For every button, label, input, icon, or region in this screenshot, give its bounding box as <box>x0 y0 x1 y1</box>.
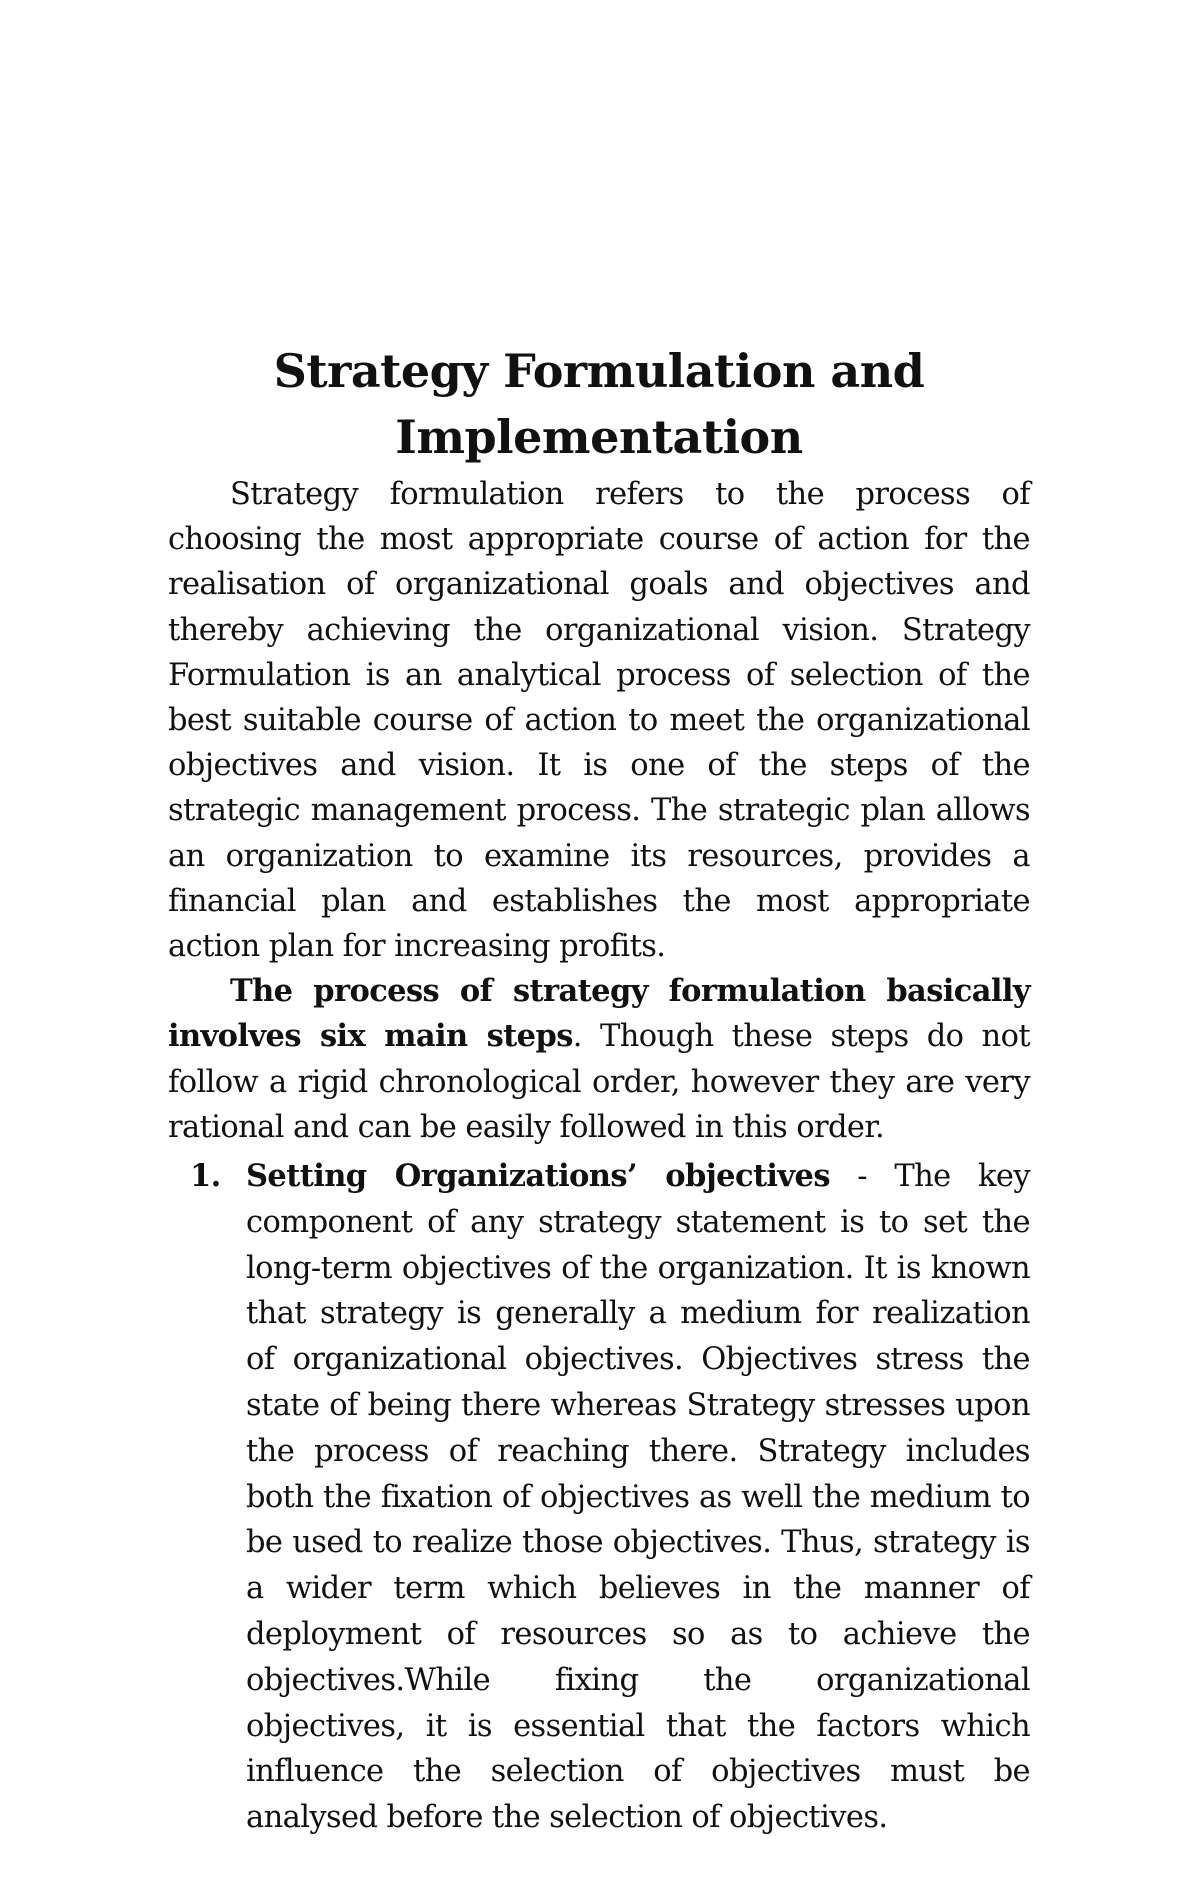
step-heading: Setting Organizations’ objectives <box>246 1158 830 1195</box>
title-line-1: Strategy Formulation and <box>273 344 925 398</box>
process-paragraph <box>168 969 1030 1150</box>
step-text: - The key component of any strategy statement is to set the long-term objectives of the organization. It is known that strategy is generally a medium for realization of organizational objectives. Objectives stress the state of being there whereas Strategy stresses upon the process of reaching there. Strategy includes both the fixation of objectives as well the medium to be used to realize those objectives. Thus, strategy is a wider term which believes in the manner of deployment of resources so as to achieve the objectives.While fixing the organizational objectives, it is essential that the factors which influence the selection of objectives must be analysed before the selection of objectives. <box>246 1159 1030 1836</box>
step-number: 1. <box>190 1158 221 1195</box>
list-item <box>168 1154 1030 1841</box>
process-paragraph-bold: The process of strategy formulation basically involves six main steps <box>168 973 1030 1055</box>
steps-list <box>168 1154 1030 1841</box>
title-line-2: Implementation <box>395 410 803 464</box>
page-title <box>168 338 1030 470</box>
document-page <box>168 338 1030 1841</box>
intro-paragraph: Strategy formulation refers to the process of choosing the most appropriate course of action for the realisation of organizational goals and objectives and thereby achieving the organizational vision. Strategy Formulation is an analytical process of selection of the best suitable course of action to meet the organizational objectives and vision. It is one of the steps of the strategic management process. The strategic plan allows an organization to examine its resources, provides a financial plan and establishes the most appropriate action plan for increasing profits. <box>168 477 1030 965</box>
process-paragraph-text: . Though these steps do not follow a rigid chronological order, however they are very rational and can be easily followed in this order. <box>168 1019 1030 1145</box>
